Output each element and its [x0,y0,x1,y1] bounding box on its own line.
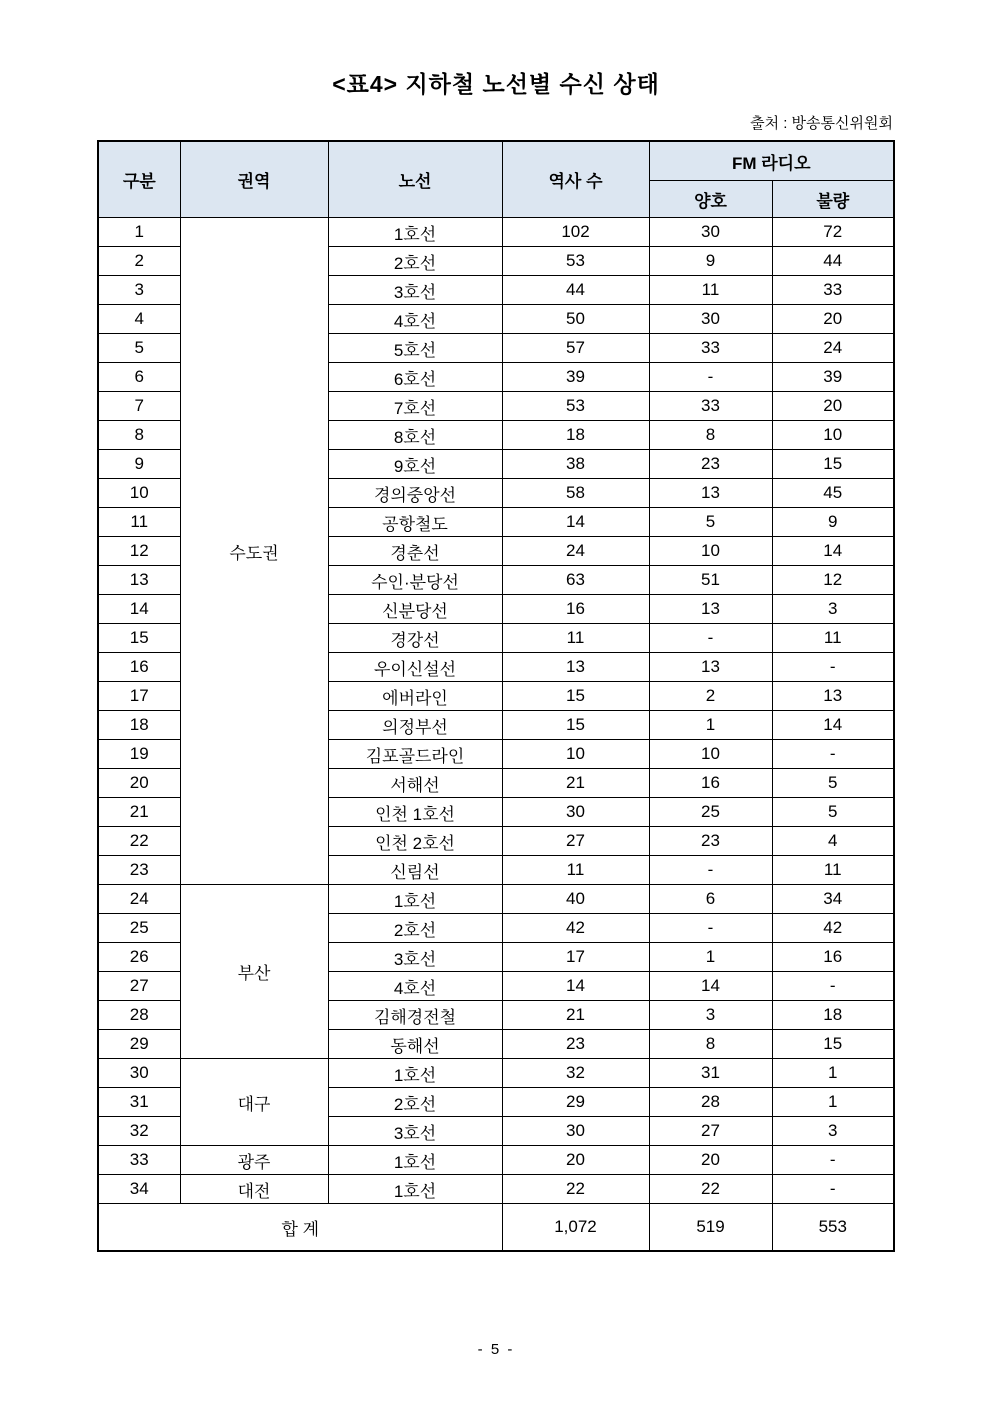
bad-cell: 34 [772,885,894,914]
stations-cell: 53 [502,392,649,421]
stations-cell: 21 [502,1001,649,1030]
stations-cell: 102 [502,218,649,247]
bad-cell: - [772,740,894,769]
good-cell: 23 [649,827,772,856]
bad-cell: - [772,653,894,682]
row-number-cell: 5 [98,334,180,363]
stations-cell: 10 [502,740,649,769]
bad-cell: 5 [772,769,894,798]
good-cell: 23 [649,450,772,479]
bad-cell: 24 [772,334,894,363]
good-cell: 13 [649,479,772,508]
row-number-cell: 27 [98,972,180,1001]
line-cell: 에버라인 [328,682,502,711]
stations-cell: 17 [502,943,649,972]
header-region: 권역 [180,141,328,218]
row-number-cell: 31 [98,1088,180,1117]
good-cell: 11 [649,276,772,305]
line-cell: 경춘선 [328,537,502,566]
row-number-cell: 8 [98,421,180,450]
line-cell: 경강선 [328,624,502,653]
line-cell: 경의중앙선 [328,479,502,508]
good-cell: - [649,856,772,885]
good-cell: 31 [649,1059,772,1088]
line-cell: 6호선 [328,363,502,392]
line-cell: 9호선 [328,450,502,479]
stations-cell: 27 [502,827,649,856]
line-cell: 7호선 [328,392,502,421]
stations-cell: 14 [502,972,649,1001]
bad-cell: 1 [772,1059,894,1088]
header-bad: 불량 [772,181,894,218]
bad-cell: 9 [772,508,894,537]
table-row [98,885,894,914]
line-cell: 수인·분당선 [328,566,502,595]
stations-cell: 15 [502,711,649,740]
region-cell: 대전 [180,1175,328,1204]
bad-cell: 15 [772,1030,894,1059]
stations-cell: 63 [502,566,649,595]
line-cell: 인천 2호선 [328,827,502,856]
row-number-cell: 26 [98,943,180,972]
bad-cell: 45 [772,479,894,508]
reception-status-table [97,140,895,1252]
stations-cell: 29 [502,1088,649,1117]
row-number-cell: 22 [98,827,180,856]
total-row [98,1204,894,1252]
line-cell: 신림선 [328,856,502,885]
good-cell: 14 [649,972,772,1001]
good-cell: 27 [649,1117,772,1146]
stations-cell: 24 [502,537,649,566]
bad-cell: 4 [772,827,894,856]
line-cell: 1호선 [328,885,502,914]
row-number-cell: 21 [98,798,180,827]
good-cell: 9 [649,247,772,276]
good-cell: 3 [649,1001,772,1030]
bad-cell: 11 [772,856,894,885]
content-area [97,112,893,1252]
good-cell: - [649,914,772,943]
row-number-cell: 33 [98,1146,180,1175]
table-header [98,141,894,218]
line-cell: 우이신설선 [328,653,502,682]
region-cell: 광주 [180,1146,328,1175]
region-cell: 대구 [180,1059,328,1146]
row-number-cell: 7 [98,392,180,421]
good-cell: 1 [649,943,772,972]
table-row [98,218,894,247]
bad-cell: - [772,1175,894,1204]
line-cell: 4호선 [328,305,502,334]
stations-cell: 58 [502,479,649,508]
good-cell: 6 [649,885,772,914]
good-cell: 13 [649,653,772,682]
good-cell: 22 [649,1175,772,1204]
stations-cell: 30 [502,798,649,827]
row-number-cell: 10 [98,479,180,508]
good-cell: - [649,363,772,392]
row-number-cell: 16 [98,653,180,682]
line-cell: 동해선 [328,1030,502,1059]
stations-cell: 15 [502,682,649,711]
row-number-cell: 28 [98,1001,180,1030]
line-cell: 신분당선 [328,595,502,624]
bad-cell: - [772,1146,894,1175]
bad-cell: 12 [772,566,894,595]
good-cell: 5 [649,508,772,537]
row-number-cell: 24 [98,885,180,914]
row-number-cell: 17 [98,682,180,711]
line-cell: 3호선 [328,1117,502,1146]
header-good: 양호 [649,181,772,218]
bad-cell: 18 [772,1001,894,1030]
total-label-cell: 합 계 [98,1204,502,1252]
stations-cell: 11 [502,624,649,653]
bad-cell: 10 [772,421,894,450]
table-row [98,1059,894,1088]
line-cell: 4호선 [328,972,502,1001]
good-cell: 20 [649,1146,772,1175]
line-cell: 2호선 [328,247,502,276]
line-cell: 의정부선 [328,711,502,740]
row-number-cell: 19 [98,740,180,769]
stations-cell: 22 [502,1175,649,1204]
header-line: 노선 [328,141,502,218]
stations-cell: 32 [502,1059,649,1088]
header-stations: 역사 수 [502,141,649,218]
stations-cell: 50 [502,305,649,334]
line-cell: 5호선 [328,334,502,363]
line-cell: 8호선 [328,421,502,450]
region-cell: 부산 [180,885,328,1059]
good-cell: 33 [649,392,772,421]
header-gubun: 구분 [98,141,180,218]
row-number-cell: 1 [98,218,180,247]
stations-cell: 23 [502,1030,649,1059]
row-number-cell: 4 [98,305,180,334]
stations-cell: 39 [502,363,649,392]
bad-cell: 20 [772,392,894,421]
page-number: - 5 - [477,1341,515,1358]
good-cell: - [649,624,772,653]
row-number-cell: 29 [98,1030,180,1059]
row-number-cell: 18 [98,711,180,740]
good-cell: 10 [649,537,772,566]
bad-cell: 15 [772,450,894,479]
bad-cell: 20 [772,305,894,334]
good-cell: 51 [649,566,772,595]
stations-cell: 21 [502,769,649,798]
line-cell: 김포골드라인 [328,740,502,769]
bad-cell: 13 [772,682,894,711]
line-cell: 서해선 [328,769,502,798]
table-row [98,1175,894,1204]
region-cell: 수도권 [180,218,328,885]
stations-cell: 42 [502,914,649,943]
bad-cell: - [772,972,894,1001]
stations-cell: 20 [502,1146,649,1175]
header-fm-radio: FM 라디오 [649,141,894,181]
row-number-cell: 2 [98,247,180,276]
bad-cell: 16 [772,943,894,972]
total-bad-cell: 553 [772,1204,894,1252]
row-number-cell: 14 [98,595,180,624]
line-cell: 1호선 [328,218,502,247]
row-number-cell: 23 [98,856,180,885]
good-cell: 28 [649,1088,772,1117]
bad-cell: 11 [772,624,894,653]
row-number-cell: 3 [98,276,180,305]
bad-cell: 42 [772,914,894,943]
bad-cell: 3 [772,1117,894,1146]
stations-cell: 53 [502,247,649,276]
page-title: <표4> 지하철 노선별 수신 상태 [332,71,660,97]
good-cell: 10 [649,740,772,769]
line-cell: 2호선 [328,914,502,943]
row-number-cell: 6 [98,363,180,392]
row-number-cell: 25 [98,914,180,943]
bad-cell: 39 [772,363,894,392]
good-cell: 30 [649,218,772,247]
source-caption: 출처 : 방송통신위원회 [750,115,893,132]
good-cell: 8 [649,1030,772,1059]
row-number-cell: 32 [98,1117,180,1146]
bad-cell: 14 [772,537,894,566]
row-number-cell: 15 [98,624,180,653]
stations-cell: 30 [502,1117,649,1146]
table-body [98,218,894,1252]
stations-cell: 11 [502,856,649,885]
good-cell: 30 [649,305,772,334]
bad-cell: 14 [772,711,894,740]
line-cell: 1호선 [328,1059,502,1088]
line-cell: 김해경전철 [328,1001,502,1030]
line-cell: 공항철도 [328,508,502,537]
bad-cell: 3 [772,595,894,624]
stations-cell: 13 [502,653,649,682]
good-cell: 33 [649,334,772,363]
good-cell: 13 [649,595,772,624]
total-stations-cell: 1,072 [502,1204,649,1252]
table-row [98,1146,894,1175]
bad-cell: 5 [772,798,894,827]
bad-cell: 72 [772,218,894,247]
stations-cell: 44 [502,276,649,305]
row-number-cell: 20 [98,769,180,798]
line-cell: 1호선 [328,1175,502,1204]
total-good-cell: 519 [649,1204,772,1252]
row-number-cell: 9 [98,450,180,479]
bad-cell: 1 [772,1088,894,1117]
bad-cell: 44 [772,247,894,276]
good-cell: 16 [649,769,772,798]
line-cell: 3호선 [328,276,502,305]
stations-cell: 16 [502,595,649,624]
good-cell: 2 [649,682,772,711]
line-cell: 인천 1호선 [328,798,502,827]
bad-cell: 33 [772,276,894,305]
row-number-cell: 30 [98,1059,180,1088]
good-cell: 25 [649,798,772,827]
row-number-cell: 34 [98,1175,180,1204]
good-cell: 8 [649,421,772,450]
stations-cell: 40 [502,885,649,914]
row-number-cell: 11 [98,508,180,537]
row-number-cell: 12 [98,537,180,566]
line-cell: 1호선 [328,1146,502,1175]
good-cell: 1 [649,711,772,740]
stations-cell: 18 [502,421,649,450]
line-cell: 2호선 [328,1088,502,1117]
stations-cell: 14 [502,508,649,537]
row-number-cell: 13 [98,566,180,595]
stations-cell: 57 [502,334,649,363]
line-cell: 3호선 [328,943,502,972]
stations-cell: 38 [502,450,649,479]
